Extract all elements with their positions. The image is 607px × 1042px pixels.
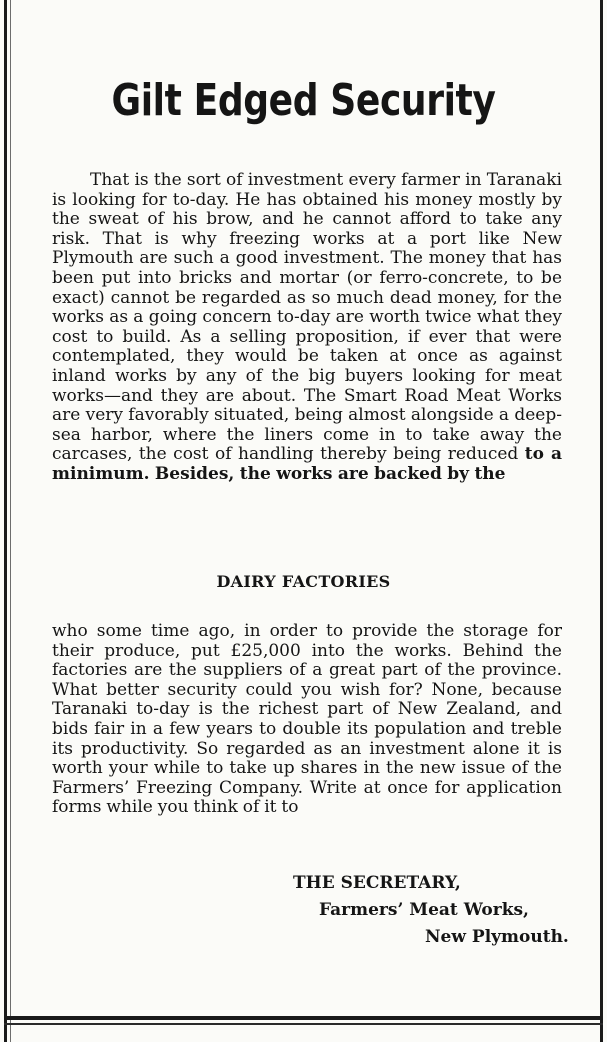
ad-title: Gilt Edged Security	[111, 75, 496, 126]
bottom-border-rule	[4, 1016, 603, 1020]
body-paragraph-1	[52, 171, 562, 485]
body-paragraph-1-text: That is the sort of investment every farmer in Taranaki is looking for to-day. He has obtained his money mostly by the sweat of his brow, and he cannot afford to take any risk. That is why freezing works at a port like New Plymouth are such a good investment. The money that has been put into bricks and mortar (or ferro-concrete, to be exact) cannot be regarded as so much dead money, for the works as a going concern to-day are worth twice what they cost to build. As a selling proposition, if ever that were contemplated, they would be taken at once as against inland works by any of the big buyers looking for meat works—and they are about. The Smart Road Meat Works are very favorably situated, being almost alongside a deep-sea harbor, where the liners come in to take away the carcases, the cost of handling thereby being reduced	[52, 170, 562, 465]
left-inner-border-rule	[10, 0, 11, 1042]
right-border-rule	[600, 0, 603, 1042]
body-paragraph-2: who some time ago, in order to provide the storage for their produce, put £25,000 into the works. Behind the factories are the suppliers of a great part of the province. What better security could you wish for? None, because Taranaki to-day is the richest part of New Zealand, and bids fair in a few years to double its population and treble its productivity. So regarded as an investment alone it is worth your while to take up shares in the new issue of the Farmers’ Freezing Company. Write at once for application forms while you think of it to	[52, 621, 562, 818]
left-border-rule	[4, 0, 7, 1042]
signature-title: THE SECRETARY,	[293, 873, 461, 893]
signature-location: New Plymouth.	[425, 927, 569, 947]
body-paragraph-1-tail: to a minimum. Besides, the works are backed by the	[52, 444, 563, 484]
bottom-border-rule-secondary	[4, 1023, 603, 1025]
signature-organisation: Farmers’ Meat Works,	[319, 900, 529, 920]
subheading-dairy-factories: DAIRY FACTORIES	[216, 572, 391, 591]
